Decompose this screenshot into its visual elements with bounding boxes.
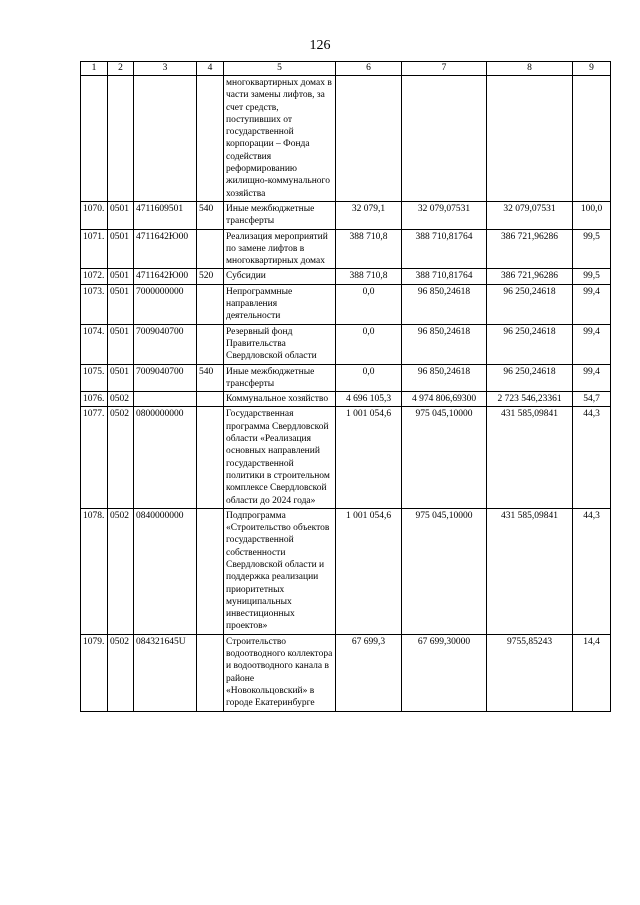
target-article-code: 084321645U: [134, 634, 197, 711]
expense-type-code: [197, 508, 224, 634]
row-number: 1073.: [81, 284, 108, 324]
value-col-6: 0,0: [336, 284, 402, 324]
value-col-9: [573, 76, 611, 202]
value-col-8: 431 585,09841: [487, 508, 573, 634]
value-col-9: 100,0: [573, 201, 611, 229]
item-name: Субсидии: [224, 269, 336, 284]
expense-type-code: [197, 407, 224, 508]
value-col-8: 2 723 546,23361: [487, 392, 573, 407]
header-col-6: 6: [336, 62, 402, 76]
value-col-9: 99,4: [573, 284, 611, 324]
value-col-7: 96 850,24618: [402, 284, 487, 324]
table-row: [81, 364, 611, 392]
table-row: [81, 634, 611, 711]
value-col-7: 32 079,07531: [402, 201, 487, 229]
section-code: 0501: [108, 201, 134, 229]
target-article-code: 7000000000: [134, 284, 197, 324]
target-article-code: 4711609501: [134, 201, 197, 229]
table-row: [81, 201, 611, 229]
value-col-8: 96 250,24618: [487, 284, 573, 324]
section-code: 0501: [108, 324, 134, 364]
table-row: [81, 508, 611, 634]
value-col-8: 386 721,96286: [487, 229, 573, 269]
header-col-9: 9: [573, 62, 611, 76]
value-col-8: [487, 76, 573, 202]
header-col-7: 7: [402, 62, 487, 76]
value-col-7: 975 045,10000: [402, 407, 487, 508]
header-col-4: 4: [197, 62, 224, 76]
target-article-code: 0840000000: [134, 508, 197, 634]
target-article-code: 7009040700: [134, 364, 197, 392]
value-col-7: 388 710,81764: [402, 269, 487, 284]
item-name: Иные межбюджетные трансферты: [224, 364, 336, 392]
value-col-6: 32 079,1: [336, 201, 402, 229]
value-col-8: 96 250,24618: [487, 364, 573, 392]
row-number: 1079.: [81, 634, 108, 711]
table-row: [81, 229, 611, 269]
expense-type-code: [197, 634, 224, 711]
header-col-2: 2: [108, 62, 134, 76]
value-col-7: [402, 76, 487, 202]
target-article-code: 0800000000: [134, 407, 197, 508]
item-name: Реализация мероприятий по замене лифтов в многоквартирных домах: [224, 229, 336, 269]
target-article-code: [134, 76, 197, 202]
item-name: Строительство водоотводного коллектора и водоотводного канала в районе «Новокольцовский» в городе Екатеринбурге: [224, 634, 336, 711]
target-article-code: [134, 392, 197, 407]
expense-type-code: [197, 284, 224, 324]
value-col-8: 431 585,09841: [487, 407, 573, 508]
row-number: 1078.: [81, 508, 108, 634]
value-col-6: [336, 76, 402, 202]
row-number: 1075.: [81, 364, 108, 392]
table-header-row: [81, 62, 611, 76]
value-col-6: 1 001 054,6: [336, 407, 402, 508]
value-col-7: 388 710,81764: [402, 229, 487, 269]
row-number: [81, 76, 108, 202]
value-col-6: 67 699,3: [336, 634, 402, 711]
value-col-6: 0,0: [336, 364, 402, 392]
section-code: 0502: [108, 407, 134, 508]
value-col-7: 96 850,24618: [402, 324, 487, 364]
value-col-6: 388 710,8: [336, 229, 402, 269]
section-code: 0501: [108, 284, 134, 324]
target-article-code: 4711642Ю00: [134, 269, 197, 284]
item-name: Резервный фонд Правительства Свердловской области: [224, 324, 336, 364]
header-col-1: 1: [81, 62, 108, 76]
row-number: 1072.: [81, 269, 108, 284]
value-col-7: 975 045,10000: [402, 508, 487, 634]
value-col-8: 386 721,96286: [487, 269, 573, 284]
row-number: 1070.: [81, 201, 108, 229]
value-col-9: 44,3: [573, 407, 611, 508]
header-col-3: 3: [134, 62, 197, 76]
row-number: 1077.: [81, 407, 108, 508]
section-code: 0502: [108, 508, 134, 634]
item-name: многоквартирных домах в части замены лифтов, за счет средств, поступивших от государственной корпорации – Фонда содействия реформированию жилищно-коммунального хозяйства: [224, 76, 336, 202]
value-col-7: 96 850,24618: [402, 364, 487, 392]
header-col-8: 8: [487, 62, 573, 76]
table-row: [81, 407, 611, 508]
value-col-9: 54,7: [573, 392, 611, 407]
table-row: [81, 269, 611, 284]
header-col-5: 5: [224, 62, 336, 76]
expense-type-code: [197, 392, 224, 407]
expense-type-code: [197, 229, 224, 269]
expense-type-code: [197, 76, 224, 202]
item-name: Государственная программа Свердловской области «Реализация основных направлений государственной политики в строительном комплексе Свердловской области до 2024 года»: [224, 407, 336, 508]
section-code: 0502: [108, 634, 134, 711]
item-name: Коммунальное хозяйство: [224, 392, 336, 407]
value-col-6: 4 696 105,3: [336, 392, 402, 407]
value-col-9: 44,3: [573, 508, 611, 634]
value-col-7: 4 974 806,69300: [402, 392, 487, 407]
page-number: 126: [309, 38, 331, 53]
value-col-6: 1 001 054,6: [336, 508, 402, 634]
target-article-code: 7009040700: [134, 324, 197, 364]
section-code: 0501: [108, 364, 134, 392]
item-name: Подпрограмма «Строительство объектов государственной собственности Свердловской области и поддержка реализации приоритетных муниципальных инвестиционных проектов»: [224, 508, 336, 634]
value-col-7: 67 699,30000: [402, 634, 487, 711]
row-number: 1074.: [81, 324, 108, 364]
table-row: [81, 284, 611, 324]
expense-type-code: 520: [197, 269, 224, 284]
table-row: [81, 392, 611, 407]
expense-type-code: [197, 324, 224, 364]
row-number: 1076.: [81, 392, 108, 407]
budget-table: [80, 61, 611, 712]
target-article-code: 4711642Ю00: [134, 229, 197, 269]
value-col-9: 99,4: [573, 364, 611, 392]
item-name: Иные межбюджетные трансферты: [224, 201, 336, 229]
value-col-9: 14,4: [573, 634, 611, 711]
value-col-6: 0,0: [336, 324, 402, 364]
section-code: 0501: [108, 269, 134, 284]
row-number: 1071.: [81, 229, 108, 269]
value-col-8: 96 250,24618: [487, 324, 573, 364]
expense-type-code: 540: [197, 201, 224, 229]
value-col-9: 99,5: [573, 269, 611, 284]
expense-type-code: 540: [197, 364, 224, 392]
section-code: 0501: [108, 229, 134, 269]
item-name: Непрограммные направления деятельности: [224, 284, 336, 324]
value-col-8: 32 079,07531: [487, 201, 573, 229]
section-code: [108, 76, 134, 202]
table-row: [81, 76, 611, 202]
value-col-9: 99,5: [573, 229, 611, 269]
value-col-8: 9755,85243: [487, 634, 573, 711]
value-col-6: 388 710,8: [336, 269, 402, 284]
table-row: [81, 324, 611, 364]
section-code: 0502: [108, 392, 134, 407]
value-col-9: 99,4: [573, 324, 611, 364]
